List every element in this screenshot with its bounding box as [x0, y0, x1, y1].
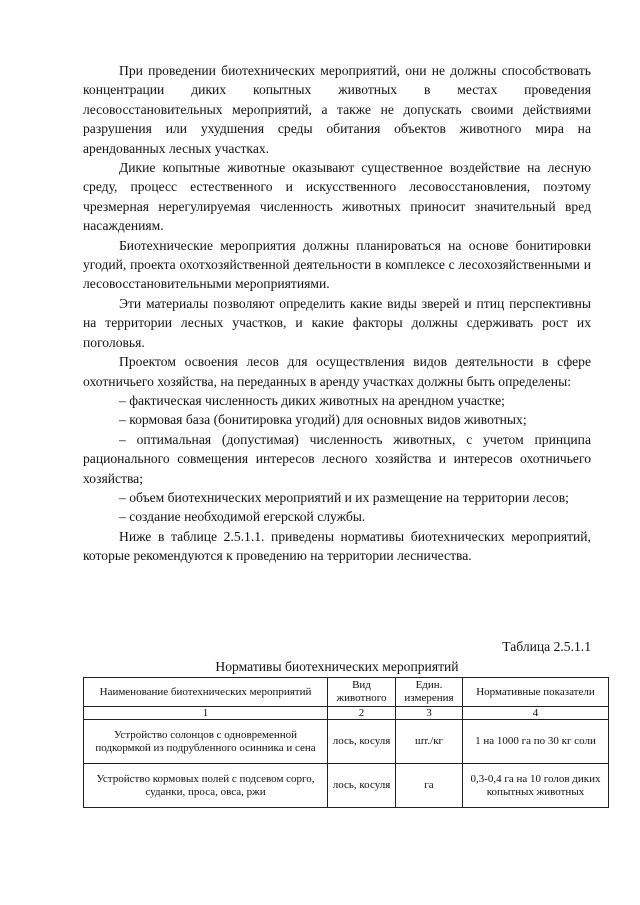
- list-item-1: – фактическая численность диких животных на арендном участке;: [119, 392, 505, 408]
- list-item-2: – кормовая база (бонитировка угодий) для основных видов животных;: [119, 412, 527, 428]
- body-text: [83, 61, 591, 566]
- table-cell: га: [396, 764, 463, 808]
- paragraph-2: Дикие копытные животные оказывают существенное воздействие на лесную среду, процесс естественного и искусственного лесовосстановления, поэтому чрезмерная нерегулируемая численность животных приносит значительный вред насаждениям.: [83, 160, 591, 234]
- table-header-cell: Нормативные показатели: [463, 678, 609, 707]
- table-cell: лось, косуля: [328, 764, 396, 808]
- table-cell: Устройство кормовых полей с подсевом сорго, суданки, проса, овса, ржи: [84, 764, 328, 808]
- table-cell: лось, косуля: [328, 720, 396, 764]
- table-cell: Устройство солонцов с одновременной подкормкой из подрубленного осинника и сена: [84, 720, 328, 764]
- list-item-4: – объем биотехнических мероприятий и их размещение на территории лесов;: [119, 489, 569, 505]
- table-header-cell: Вид животного: [328, 678, 396, 707]
- table-index-cell: 2: [328, 707, 396, 720]
- table-header-cell: Един. измерения: [396, 678, 463, 707]
- table-index-cell: 4: [463, 707, 609, 720]
- list-item-5: – создание необходимой егерской службы.: [119, 509, 366, 525]
- table-index-cell: 3: [396, 707, 463, 720]
- table-caption: Таблица 2.5.1.1: [502, 639, 591, 654]
- paragraph-5: Проектом освоения лесов для осуществления видов деятельности в сфере охотничьего хозяйства, на переданных в аренду участках должны быть определены:: [83, 354, 591, 389]
- table-title: Нормативы биотехнических мероприятий: [215, 659, 459, 674]
- table-index-row: [84, 707, 609, 720]
- table-cell: шт./кг: [396, 720, 463, 764]
- table-header-row: [84, 678, 609, 707]
- table-header-cell: Наименование биотехнических мероприятий: [84, 678, 328, 707]
- paragraph-3: Биотехнические мероприятия должны планироваться на основе бонитировки угодий, проекта охотхозяйственной деятельности в комплексе с лесохозяйственными и лесовосстановительными мероприятиями.: [83, 237, 591, 292]
- table-cell: 0,3-0,4 га на 10 голов диких копытных животных: [463, 764, 609, 808]
- closing-paragraph: Ниже в таблице 2.5.1.1. приведены нормативы биотехнических мероприятий, которые рекомендуются к проведению на территории лесничества.: [83, 528, 591, 564]
- paragraph-4: Эти материалы позволяют определить какие виды зверей и птиц перспективны на территории лесных участков, и какие факторы должны сдерживать рост их поголовья.: [83, 295, 591, 350]
- table-row: [84, 764, 609, 808]
- table-row: [84, 720, 609, 764]
- norms-table: [83, 677, 609, 808]
- list-item-3: – оптимальная (допустимая) численность животных, с учетом принципа рационального совмещения интересов лесного хозяйства и интересов охотничьего хозяйства;: [83, 431, 591, 486]
- table-index-cell: 1: [84, 707, 328, 720]
- paragraph-1: При проведении биотехнических мероприятий, они не должны способствовать концентрации диких копытных животных в местах проведения лесовосстановительных мероприятий, а также не допускать своими действиями разрушения или ухудшения среды обитания объектов животного мира на арендованных лесных участках.: [83, 63, 591, 156]
- table-cell: 1 на 1000 га по 30 кг соли: [463, 720, 609, 764]
